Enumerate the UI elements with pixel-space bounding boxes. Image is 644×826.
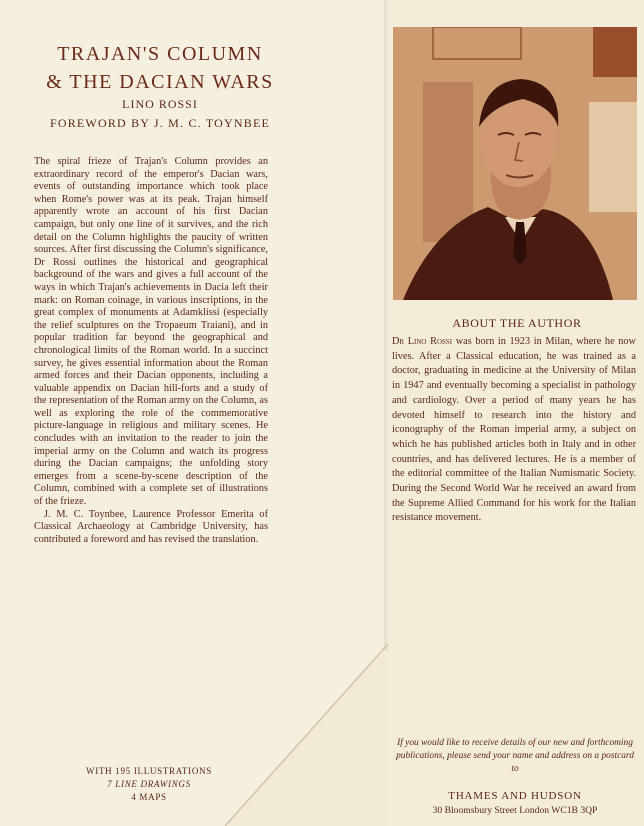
maps-count: 4 MAPS bbox=[131, 792, 167, 802]
about-author-heading: ABOUT THE AUTHOR bbox=[452, 316, 582, 330]
description-paragraph-2: J. M. C. Toynbee, Laurence Professor Emerita of Classical Archaeology at Cambridge University, has contributed a foreword and has revised the translation. bbox=[34, 508, 268, 545]
book-description bbox=[34, 156, 268, 546]
book-title bbox=[22, 40, 298, 96]
fold-shadow bbox=[384, 0, 390, 650]
description-paragraph-1: The spiral frieze of Trajan's Column provides an extraordinary record of the emperor's Dacian wars, events of outstanding importance which took place when Rome's power was at its peak. Trajan himself apparently wrote an account of his first Dacian campaign, but only one line of it survives, and the rich detail on the Column highlights the paucity of written sources. After first discussing the Column's significance, Dr Rossi outlines the historical and geographical background of the wars and gives a full account of the ways in which Trajan's achievements in Dacia left their mark: on Roman coinage, in various inscriptions, in the great complex of monuments at Adamklissi (especially the relief sculptures on the Tropaeum Traiani), and in popular tradition far beyond the geographical and chronological limits of the Roman world. In a succinct survey, he gives essential information about the Roman armed forces and their Dacian opponents, including a valuable appendix on Dacian hill-forts and a study of the representation of the Roman army on the Column, as well as exploring the role of the commemorative picture-language in religious and military scenes. He concludes with an invitation to the reader to join the imperial army on the Column and watch its progress during the Dacian campaigns; the unfolding story emerges from a scene-by-scene description of the Column, combined with a complete set of illustrations of the frieze. bbox=[34, 156, 268, 508]
author-portrait-image bbox=[393, 27, 637, 300]
author-bio-text: was born in 1923 in Milan, where he now lives. After a Classical education, he was trained as a doctor, graduating in medicine at the University of Milan in 1947 and eventually becoming a specialist in pathology and cardiology. Over a period of many years he has devoted himself to research into the history and iconography of the Roman imperial army, a subject on which he has published articles both in Italy and in other countries, and has delivered lectures. He is a member of the editorial committee of the Italian Numismatic Society. During the Second World War he received an award from the Supreme Allied Command for his work for the Italian resistance movement. bbox=[392, 336, 636, 524]
publisher-name: THAMES AND HUDSON bbox=[448, 790, 582, 802]
author-bio-name: Dr Lino Rossi bbox=[392, 336, 453, 347]
author-biography bbox=[392, 335, 636, 526]
publisher-address: 30 Bloomsbury Street London WC1B 3QP bbox=[432, 805, 598, 816]
author-name: LINO ROSSI bbox=[122, 97, 198, 111]
author-photo bbox=[393, 27, 637, 300]
foreword-credit: FOREWORD BY J. M. C. TOYNBEE bbox=[49, 116, 271, 130]
line-drawings-count: 7 LINE DRAWINGS bbox=[107, 779, 191, 789]
publisher-promo: If you would like to receive details of our new and forthcoming publications, please send your name and address on a postcard to bbox=[396, 738, 634, 774]
title-line-2: & THE DACIAN WARS bbox=[46, 71, 274, 93]
illustrations-count: WITH 195 ILLUSTRATIONS bbox=[86, 766, 212, 776]
title-line-1: TRAJAN'S COLUMN bbox=[57, 43, 263, 65]
book-contents-stats bbox=[34, 765, 264, 804]
